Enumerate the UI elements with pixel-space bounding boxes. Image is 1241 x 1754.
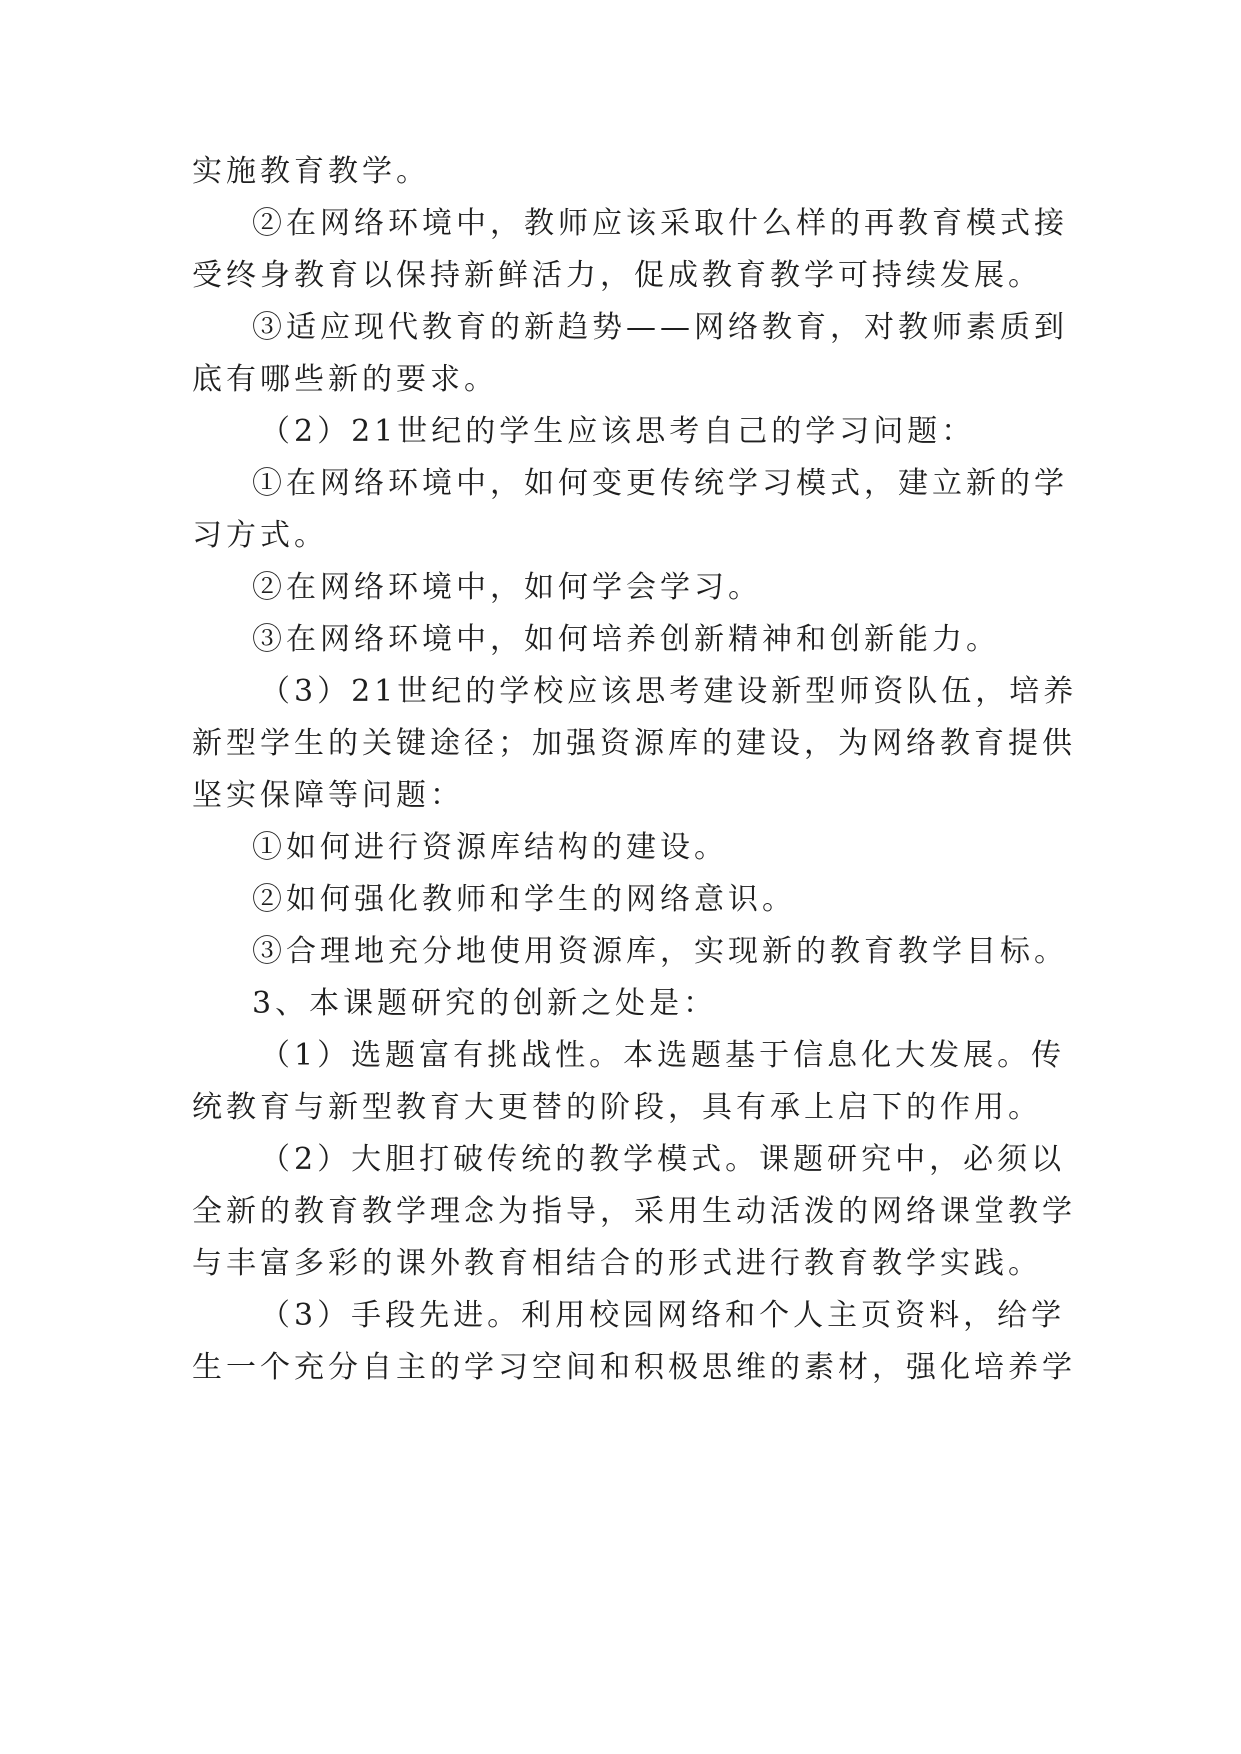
text-line: 全新的教育教学理念为指导，采用生动活泼的网络课堂教学 [192,1194,1076,1229]
text-line: 新型学生的关键途径；加强资源库的建设，为网络教育提供 [192,726,1076,761]
text-line: ③适应现代教育的新趋势——网络教育，对教师素质到 [252,310,1068,345]
text-line: 受终身教育以保持新鲜活力，促成教育教学可持续发展。 [192,258,1042,293]
text-line: （2）大胆打破传统的教学模式。课题研究中，必须以 [260,1142,1066,1177]
section-heading: 3、本课题研究的创新之处是： [252,986,718,1021]
text-line: 与丰富多彩的课外教育相结合的形式进行教育教学实践。 [192,1246,1042,1281]
text-line: ②在网络环境中，教师应该采取什么样的再教育模式接 [252,206,1068,241]
text-line: ③合理地充分地使用资源库，实现新的教育教学目标。 [252,934,1068,969]
text-line: ②如何强化教师和学生的网络意识。 [252,882,796,917]
section-heading: （2）21世纪的学生应该思考自己的学习问题： [260,414,976,449]
text-line: 底有哪些新的要求。 [192,362,498,397]
text-line: ③在网络环境中，如何培养创新精神和创新能力。 [252,622,1000,657]
text-line: ①在网络环境中，如何变更传统学习模式，建立新的学 [252,466,1068,501]
text-line: 习方式。 [192,518,328,553]
text-line: ②在网络环境中，如何学会学习。 [252,570,762,605]
text-line: 统教育与新型教育大更替的阶段，具有承上启下的作用。 [192,1090,1042,1125]
text-line: （1）选题富有挑战性。本选题基于信息化大发展。传 [260,1038,1066,1073]
section-heading: （3）21世纪的学校应该思考建设新型师资队伍，培养 [260,674,1078,709]
text-line: （3）手段先进。利用校园网络和个人主页资料，给学 [260,1298,1066,1333]
text-line: 坚实保障等问题： [192,778,464,813]
text-line: 实施教育教学。 [192,154,430,189]
text-line: ①如何进行资源库结构的建设。 [252,830,728,865]
text-line: 生一个充分自主的学习空间和积极思维的素材，强化培养学 [192,1350,1076,1385]
